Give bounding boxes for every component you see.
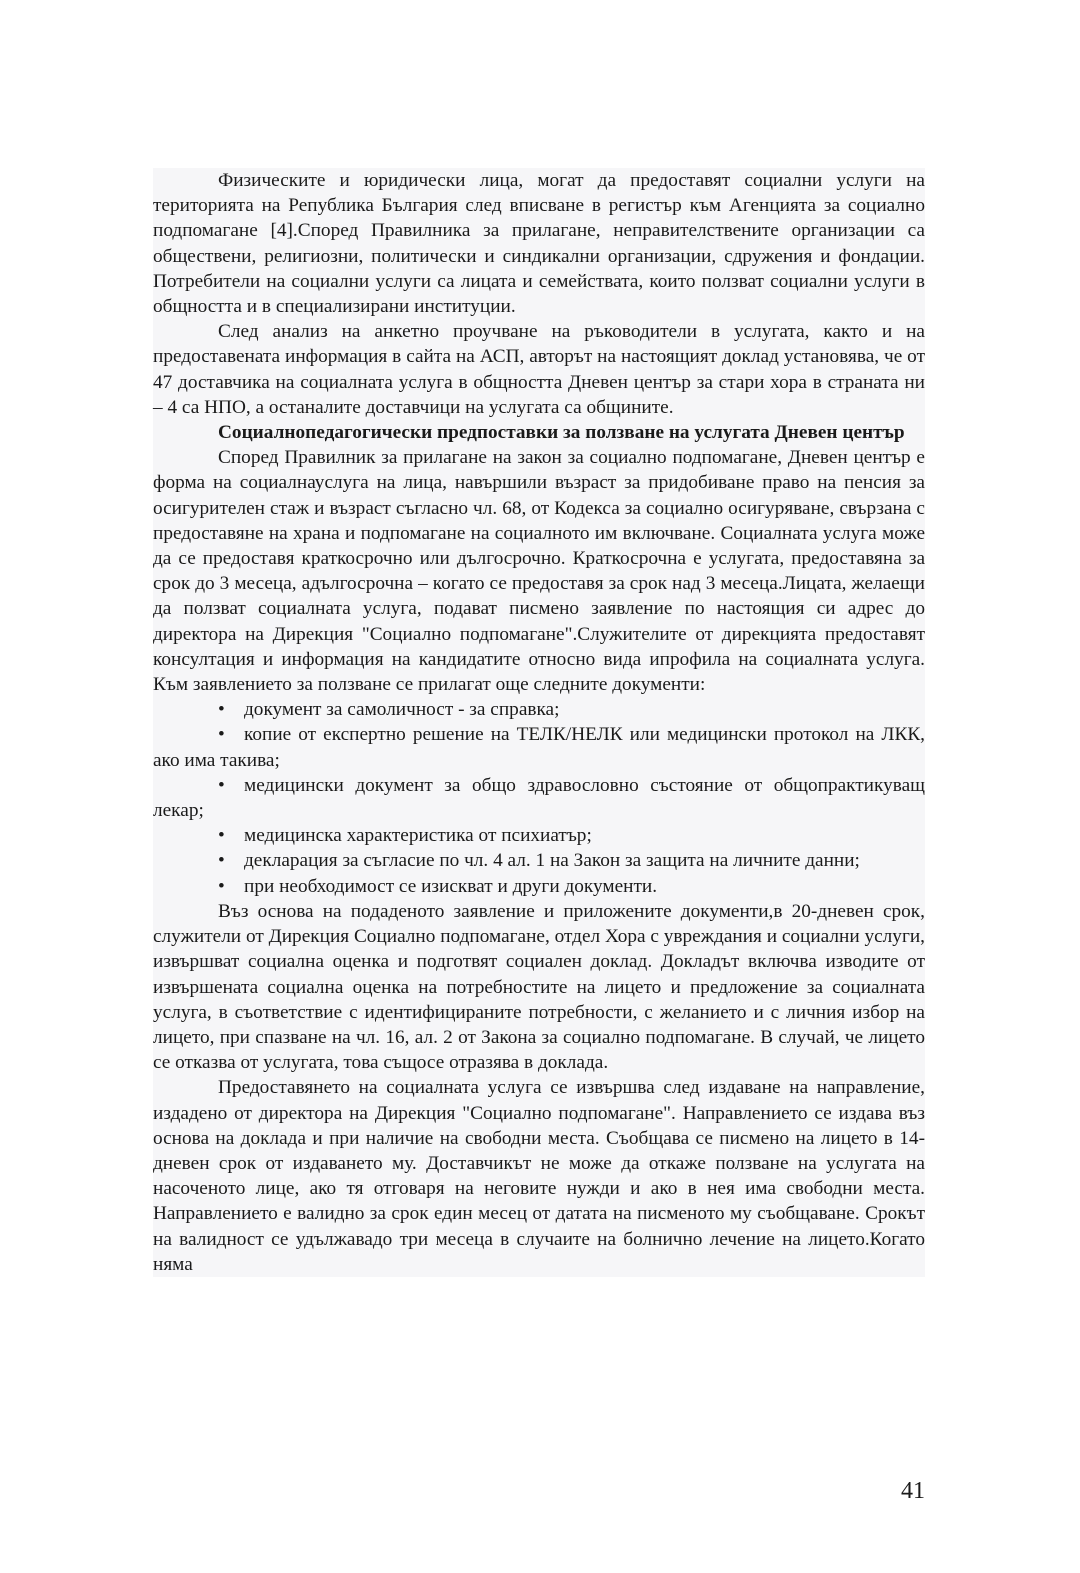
bullet-icon: • (218, 825, 225, 847)
list-item-text: медицинска характеристика от психиатър; (244, 825, 592, 847)
bullet-icon: • (218, 699, 225, 721)
required-documents-list (153, 697, 925, 899)
list-item-text: при необходимост се изискват и други документи. (244, 875, 658, 897)
list-item-text: медицински документ за общо здравословно състояние от общопрактикуващ лекар; (153, 774, 925, 822)
list-item (153, 722, 925, 772)
paragraph-referral: Предоставянето на социалната услуга се извършва след издаване на направление, издадено от директора на Дирекция "Социално подпомагане". Направлението се издава въз основа на доклада и при наличие на свободни места. Съобщава се писмено на лицето в 14-дневен срок от издаването му. Доставчикът не може да откаже ползване на услугата на насоченото лице, ако тя отговаря на неговите нужди и ако в нея има свободни места. Направлението е валидно за срок един месец от датата на писменото му съобщаване. Срокът на валидност се удължавадо три месеца в случаите на болнично лечение на лицето.Когато няма (153, 1077, 925, 1275)
bullet-icon: • (218, 724, 225, 746)
list-item-text: документ за самоличност - за справка; (244, 699, 560, 721)
list-item (153, 773, 925, 823)
list-item (153, 823, 925, 848)
section-heading: Социалнопедагогически предпоставки за ползване на услугата Дневен център (218, 422, 905, 444)
paragraph-providers: Физическите и юридически лица, могат да предоставят социални услуги на територията на Република България след вписване в регистър към Агенцията за социално подпомагане [4].Според Правилника за прилагане, неправителствените организации са обществени, религиозни, политически и синдикални организации, сдружения и фондации. Потребители на социални услуги са лицата и семействата, които ползват социални услуги в общността и в специализирани институции. (153, 170, 925, 318)
list-item-text: декларация за съгласие по чл. 4 ал. 1 на Закон за защита на личните данни; (244, 850, 860, 872)
list-item (153, 697, 925, 722)
paragraph-regulations: Според Правилник за прилагане на закон за социално подпомагане, Дневен център е форма на социалнауслуга на лица, навършили възраст за придобиване право на пенсия за осигурителен стаж и възраст съгласно чл. 68, от Кодекса за социално осигуряване, свързана с предоставяне на храна и подпомагане на социалното им включване. Социалната услуга може да се предоставя краткосрочно или дългосрочно. Краткосрочна е услугата, предоставяна за срок до 3 месеца, адългосрочна – когато се предоставя за срок над 3 месеца.Лицата, желаещи да ползват социалната услуга, подават писмено заявление по настоящия си адрес до директора на Дирекция "Социално подпомагане".Служителите от дирекцията предоставят консултация и информация на кандидатите относно вида ипрофила на социалната услуга. Към заявлението за ползване се прилагат още следните документи: (153, 447, 925, 696)
paragraph-assessment: Въз основа на подаденото заявление и приложените документи,в 20-дневен срок, служители от Дирекция Социално подпомагане, отдел Хора с увреждания и социални услуги, извършват социална оценка и подготвят социален доклад. Докладът включва изводите от извършената социална оценка на потребностите на лицето и предложение за социалната услуга, в съответствие с идентифицираните потребности, с желанието и с личния избор на лицето, при спазване на чл. 16, ал. 2 от Закона за социално подпомагане. В случай, че лицето се отказва от услугата, това същосе отразява в доклада. (153, 900, 925, 1074)
bullet-icon: • (218, 774, 225, 796)
list-item-text: копие от експертно решение на ТЕЛК/НЕЛК или медицински протокол на ЛКК, ако има такива; (153, 724, 925, 771)
paragraph-analysis: След анализ на анкетно проучване на ръководители в услугата, както и на предоставената информация в сайта на АСП, авторът на настоящият доклад установява, че от 47 доставчика на социалната услуга в общността Дневен център за стари хора в страната ни – 4 са НПО, а останалите доставчици на услугата са общините. (153, 321, 925, 418)
page-number: 41 (901, 1478, 925, 1504)
body-text (153, 168, 925, 1277)
bullet-icon: • (218, 875, 225, 897)
list-item (153, 874, 925, 899)
bullet-icon: • (218, 850, 225, 872)
list-item (153, 848, 925, 873)
